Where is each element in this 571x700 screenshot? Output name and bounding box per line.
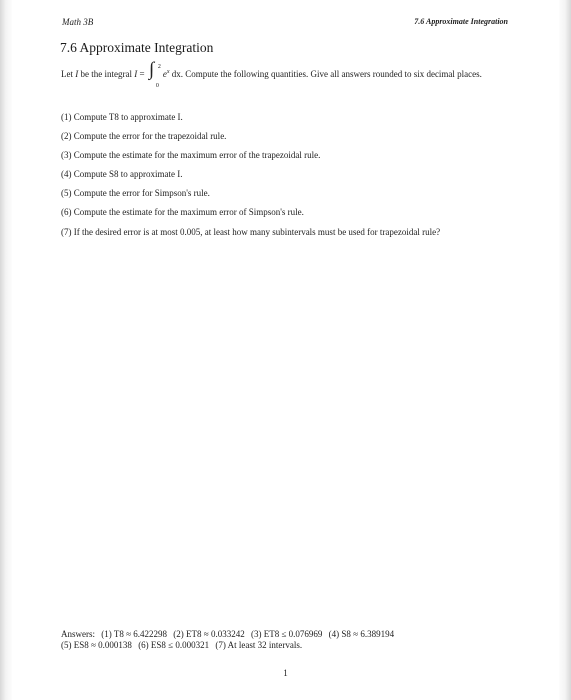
section-header: 7.6 Approximate Integration	[414, 17, 508, 26]
intro-text-2: be the integral	[78, 69, 135, 79]
answers-line-2	[61, 640, 398, 651]
question-item: (2) Compute the error for the trapezoidal rule.	[61, 131, 227, 141]
question-list	[61, 110, 516, 242]
intro-text-3: . Compute the following quantities. Give all answers rounded to six decimal places.	[180, 69, 482, 79]
integral-upper-limit: 2	[157, 64, 161, 70]
answer-item: (4) S8 ≈ 6.389194	[328, 629, 395, 639]
question-item: (3) Compute the estimate for the maximum error of the trapezoidal rule.	[61, 150, 321, 160]
answer-item: (1) T8 ≈ 6.422298	[101, 629, 168, 639]
answer-item: (3) ET8 ≤ 0.076969	[250, 629, 323, 639]
question-item: (7) If the desired error is at most 0.005, at least how many subintervals must be used for trapezoidal rule?	[61, 227, 441, 237]
problem-intro	[61, 59, 511, 89]
document-page	[12, 0, 559, 700]
answers-label: Answers:	[61, 629, 95, 639]
integrand-exponent: x	[166, 69, 170, 75]
intro-var-i: I	[75, 69, 79, 79]
answer-item: (7) At least 32 intervals.	[215, 640, 303, 650]
section-title: 7.6 Approximate Integration	[60, 40, 214, 55]
question-item: (5) Compute the error for Simpson's rule.	[61, 188, 210, 198]
answer-item: (5) ES8 ≈ 0.000138	[61, 640, 132, 650]
intro-text-1: Let	[61, 69, 76, 79]
intro-equals: =	[137, 69, 147, 79]
answer-item: (6) ES8 ≤ 0.000321	[138, 640, 210, 650]
answers-line-1	[61, 629, 398, 640]
integral-dx: dx	[169, 69, 181, 79]
question-item: (6) Compute the estimate for the maximum error of Simpson's rule.	[61, 207, 304, 217]
answers-block	[61, 629, 398, 651]
integral-lower-limit: 0	[155, 83, 159, 89]
integral-sign: ∫ 2 0	[147, 65, 163, 83]
answer-item: (2) ET8 ≈ 0.033242	[173, 629, 245, 639]
question-item: (4) Compute S8 to approximate I.	[61, 169, 183, 179]
page-number: 1	[283, 668, 288, 678]
intro-var-i-2: I	[134, 69, 138, 79]
question-item: (1) Compute T8 to approximate I.	[61, 112, 183, 122]
integrand-base: e	[162, 69, 167, 79]
course-header: Math 3B	[62, 17, 94, 27]
